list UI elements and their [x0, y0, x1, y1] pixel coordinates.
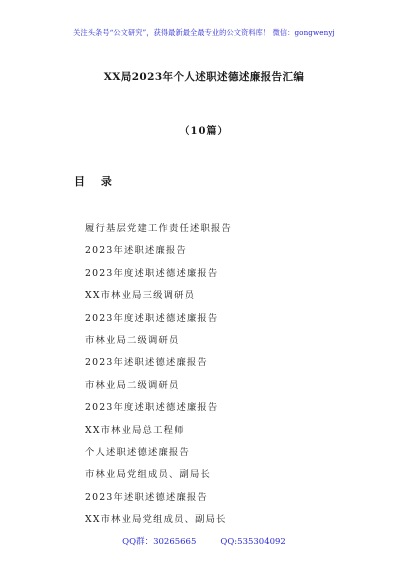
footer-qq-group: QQ群：30265665	[122, 537, 197, 547]
toc-item: 市林业局党组成员、副局长	[85, 469, 211, 481]
toc-item: 2023年述职述德述廉报告	[85, 491, 208, 503]
header-banner: 关注头条号“公文研究”，获得最新最全最专业的公文资料库！ 微信：gongwenyj	[73, 28, 335, 37]
document-count: （10篇）	[179, 126, 229, 137]
toc-item: XX市林业局总工程师	[85, 424, 185, 436]
toc-item: 市林业局二级调研员	[85, 334, 180, 346]
toc-item: XX市林业局三级调研员	[85, 290, 196, 302]
toc-list	[85, 221, 232, 534]
document-title: XX局2023年个人述职述德述廉报告汇编	[103, 71, 305, 83]
toc-item: 2023年述职述廉报告	[85, 245, 187, 257]
toc-heading: 目 录	[74, 175, 118, 188]
toc-item: 履行基层党建工作责任述职报告	[85, 223, 232, 234]
footer-contact	[0, 535, 408, 547]
toc-item: XX市林业局党组成员、副局长	[85, 514, 227, 526]
toc-item: 市林业局二级调研员	[85, 379, 180, 391]
toc-item: 2023年度述职述德述廉报告	[85, 402, 219, 414]
toc-item: 2023年述职述德述廉报告	[85, 357, 208, 369]
toc-item: 2023年度述职述德述廉报告	[85, 312, 219, 324]
toc-item: 2023年度述职述德述廉报告	[85, 267, 219, 279]
footer-qq-number: QQ:535304092	[220, 537, 286, 547]
toc-item: 个人述职述德述廉报告	[85, 446, 190, 458]
